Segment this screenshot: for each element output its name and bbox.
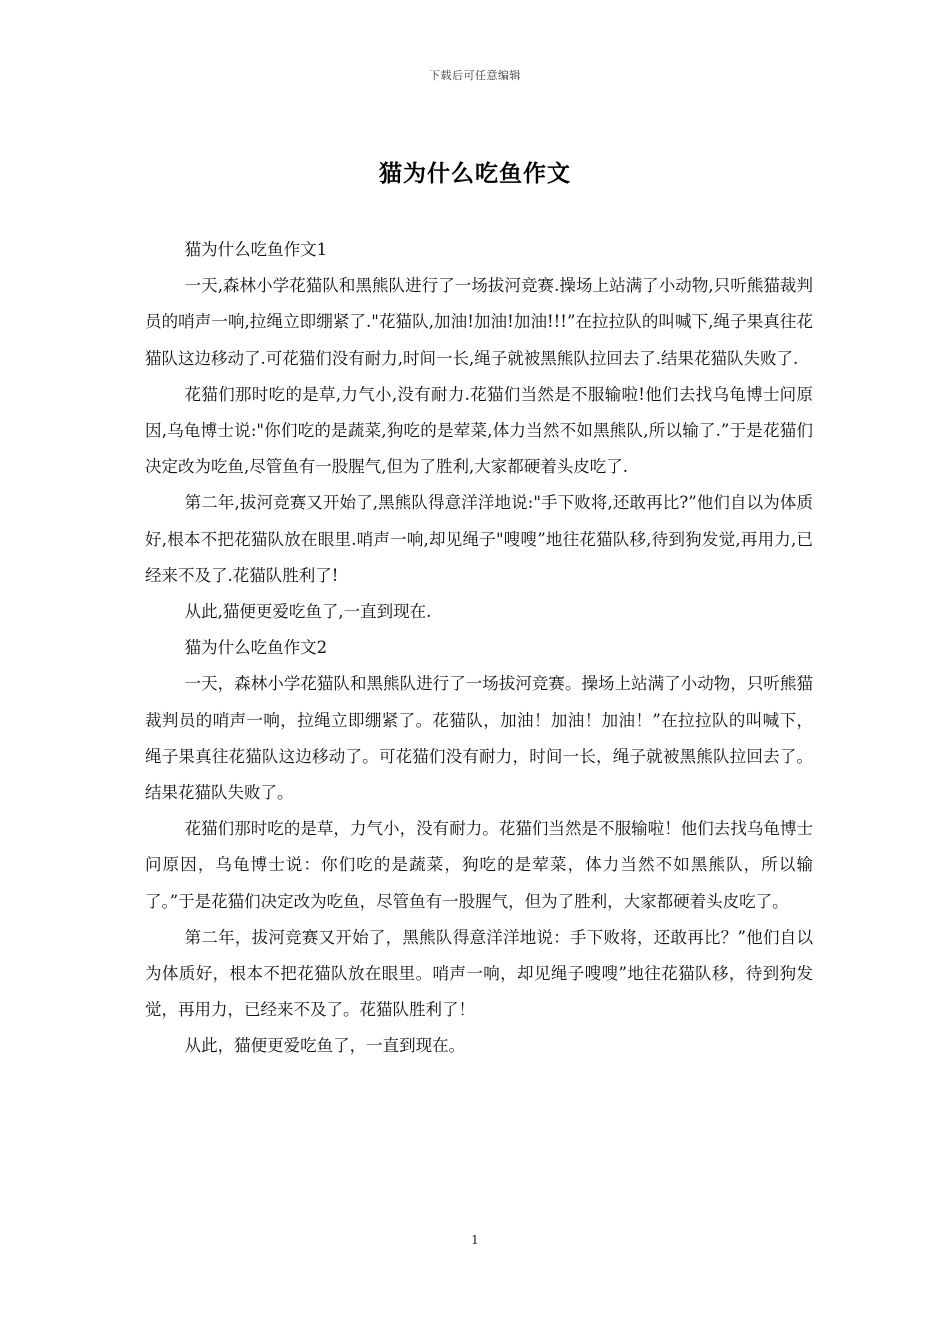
document-title: 猫为什么吃鱼作文: [379, 160, 571, 187]
header-note: 下载后可任意编辑: [429, 69, 521, 82]
body-paragraph: 花猫们那时吃的是草，力气小，没有耐力。花猫们当然是不服输啦！他们去找乌龟博士问原因，乌龟博士说：你们吃的是蔬菜，狗吃的是荤菜，体力当然不如黑熊队，所以输了。”于是花猫们决定改为吃鱼，尽管鱼有一股腥气，但为了胜利，大家都硬着头皮吃了。: [145, 819, 813, 911]
body-paragraph: 一天，森林小学花猫队和黑熊队进行了一场拔河竞赛。操场上站满了小动物，只听熊猫裁判员的哨声一响，拉绳立即绷紧了。花猫队，加油！加油！加油！”在拉拉队的叫喊下，绳子果真往花猫队这边移动了。可花猫们没有耐力，时间一长，绳子就被黑熊队拉回去了。结果花猫队失败了。: [145, 674, 813, 803]
body-paragraph: 花猫们那时吃的是草,力气小,没有耐力.花猫们当然是不服输啦!他们去找乌龟博士问原因,乌龟博士说:"你们吃的是蔬菜,狗吃的是荤菜,体力当然不如黑熊队,所以输了.”于是花猫们决定改为吃鱼,尽管鱼有一股腥气,但为了胜利,大家都硬着头皮吃了.: [145, 384, 813, 477]
document-body: [145, 232, 813, 1065]
body-paragraph: 从此,猫便更爱吃鱼了,一直到现在.: [184, 602, 432, 622]
section-heading: 猫为什么吃鱼作文2: [184, 638, 328, 658]
page-number: 1: [471, 1233, 479, 1247]
body-paragraph: 第二年,拔河竞赛又开始了,黑熊队得意洋洋地说:"手下败将,还敢再比?”他们自以为体质好,根本不把花猫队放在眼里.哨声一响,却见绳子"嗖嗖”地往花猫队移,待到狗发觉,再用力,已经来不及了.花猫队胜利了!: [145, 493, 813, 585]
body-paragraph: 从此，猫便更爱吃鱼了，一直到现在。: [184, 1036, 466, 1056]
body-paragraph: 一天,森林小学花猫队和黑熊队进行了一场拔河竞赛.操场上站满了小动物,只听熊猫裁判员的哨声一响,拉绳立即绷紧了."花猫队,加油!加油!加油!!!”在拉拉队的叫喊下,绳子果真往花猫队这边移动了.可花猫们没有耐力,时间一长,绳子就被黑熊队拉回去了.结果花猫队失败了.: [145, 276, 813, 368]
section-heading: 猫为什么吃鱼作文1: [184, 240, 328, 259]
body-paragraph: 第二年，拔河竞赛又开始了，黑熊队得意洋洋地说：手下败将，还敢再比？”他们自以为体质好，根本不把花猫队放在眼里。哨声一响，却见绳子嗖嗖”地往花猫队移，待到狗发觉，再用力，已经来不及了。花猫队胜利了！: [145, 927, 813, 1020]
